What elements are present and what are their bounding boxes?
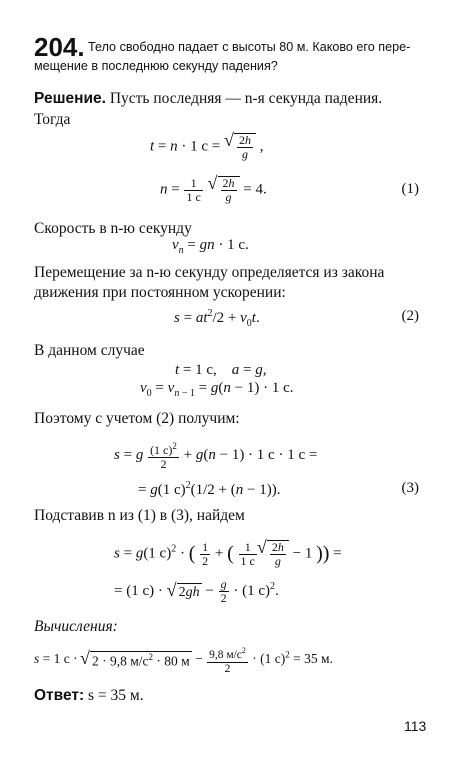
page-number: 113 (404, 718, 427, 734)
problem-statement-line2: мещение в последнюю секунду падения? (34, 59, 278, 73)
formula-displacement: $s = at^2/2 + v_0t$. (174, 308, 260, 329)
solution-intro-line2: Тогда (34, 111, 71, 128)
therefore-text: Поэтому с учетом (2) получим: (34, 410, 240, 427)
displacement-intro-line2: движения при постоянном ускорении: (34, 284, 286, 301)
formula-speed: $v_n$ = gn · 1 c. (172, 237, 249, 256)
formula-case2: $v_0 = v_{n - 1} = g(n - 1) \cdot 1$ c. (140, 380, 294, 399)
problem-number: 204. (34, 32, 85, 62)
calc-label: Вычисления: (34, 618, 118, 635)
case-intro: В данном случае (34, 342, 145, 359)
speed-intro: Скорость в n-ю секунду (34, 220, 192, 237)
formula-case1: t = 1 c, a = g, (175, 362, 267, 378)
formula-final-step2: = (1 c) · √ 2gh − $\frac{g}{2}$ · (1 c)$^2$. (114, 578, 279, 605)
substituting-text: Подставив n из (1) в (3), найдем (34, 507, 245, 524)
equation-number-2: (2) (401, 308, 419, 324)
formula-s-step1: s = g $\frac{(1 c)^2}{2}$ + g(n − 1) · 1 c · 1 c = (114, 441, 318, 471)
solution-label: Решение. (34, 90, 106, 107)
displacement-intro-line1: Перемещение за n-ю секунду определяется из закона (34, 264, 385, 281)
problem-statement-line1: Тело свободно падает с высоты 80 м. Каково его пере- (88, 40, 411, 54)
solution-intro-line1 (34, 89, 382, 109)
answer-label: Ответ: (34, 687, 85, 704)
formula-t: t = n · 1 c = √ $\frac{2h}{g}$ , (150, 133, 264, 161)
solution-intro-text: Пусть последняя — n-я секунда падения. (109, 90, 383, 107)
answer-line (34, 686, 144, 706)
formula-final-step1: s = g(1 c)$^2$ · ( $\frac{1}{2}$ + ( $\frac{1}{1 c}$ √ $\frac{2h}{g}$ − 1 )) = (114, 540, 342, 568)
formula-s-step2: = g(1 c)$^2$(1/2 + (n − 1)). (138, 480, 281, 498)
answer-value: s = 35 м. (88, 687, 144, 704)
formula-n: n = $\frac{1}{1 c}$ √ $\frac{2h}{g}$ = 4. (160, 176, 267, 204)
equation-number-3: (3) (401, 480, 419, 496)
formula-calculation: s = 1 c · √ 2 · 9,8 $м/с^2 \cdot 80$ м − $\frac{9,8 м/с^2}{2}$ · (1 с)$^2$ = 35 м. (34, 644, 333, 676)
equation-number-1: (1) (401, 181, 419, 197)
